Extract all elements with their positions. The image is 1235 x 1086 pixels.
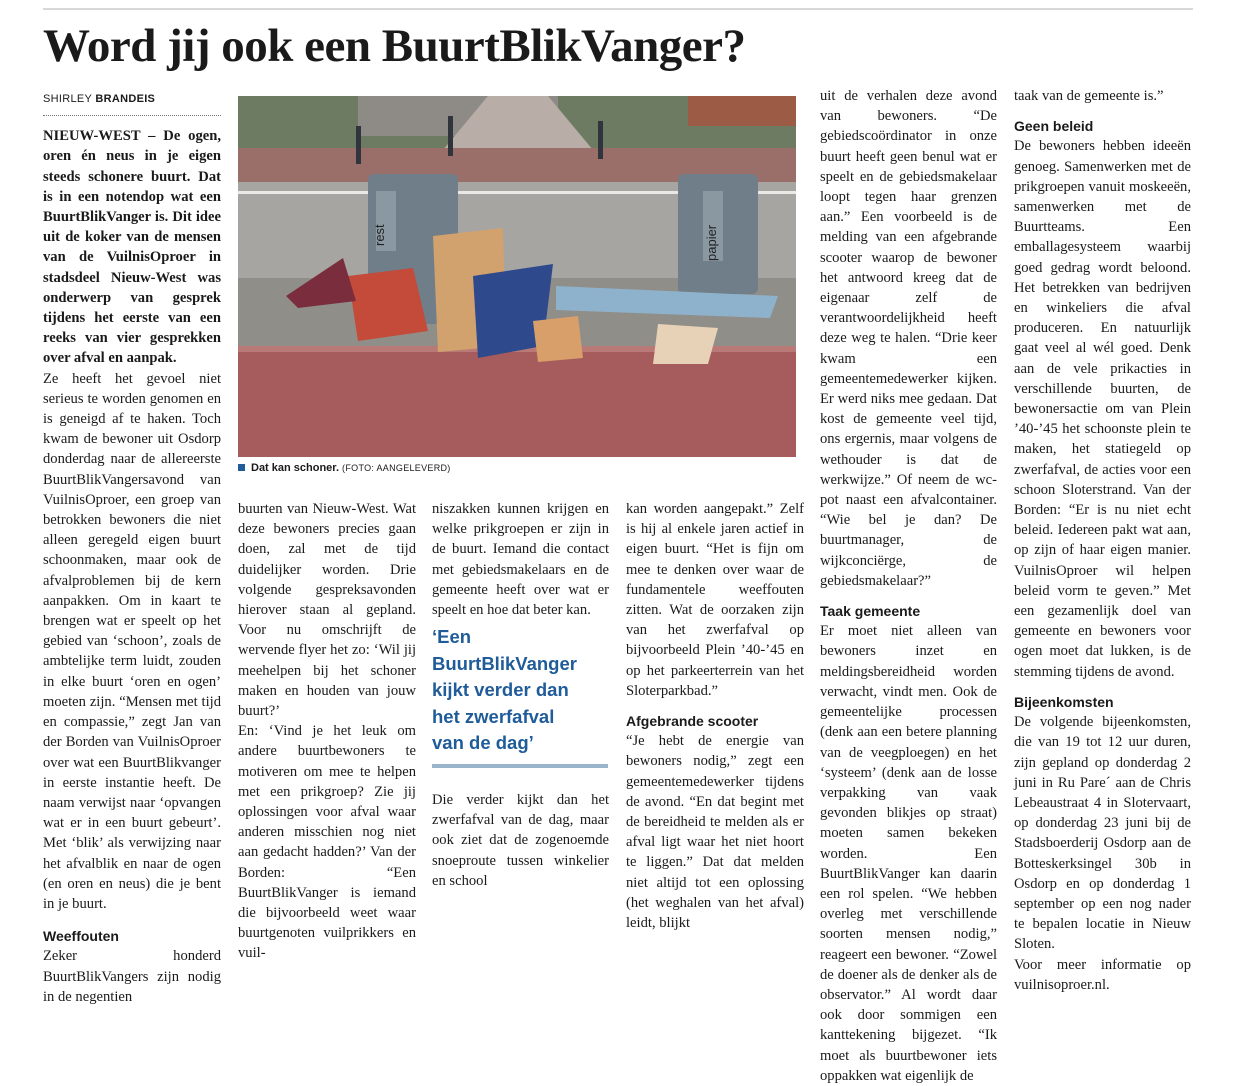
column-4 xyxy=(626,499,804,933)
column-2 xyxy=(238,499,416,964)
subheading-afgebrande-scooter: Afgebrande scooter xyxy=(626,713,759,730)
container-label-rest: rest xyxy=(372,224,387,246)
paragraph: De volgende bijeenkomsten, die van 19 tot 12 uur duren, zijn gepland op donderdag 2 juni in Ru Pare´ aan de Chris Lebeaustraat 4 in Slotervaart, op donderdag 23 juni bij de Stadsboerderij Osdorp aan de Botteskerksingel 30b in Osdorp en op donderdag 1 september op een nog nader te bepalen locatie in Nieuw Sloten. xyxy=(1014,714,1191,953)
headline: Word jij ook een BuurtBlikVanger? xyxy=(43,20,746,72)
photo xyxy=(238,96,796,457)
pullquote-rule xyxy=(432,764,608,768)
paragraph: taak van de gemeente is.” xyxy=(1014,88,1164,104)
pullquote-text: ‘Een BuurtBlikVanger kijkt verder dan het zwerfafval van de dag’ xyxy=(432,626,577,754)
pullquote xyxy=(432,624,608,768)
paragraph: Ze heeft het gevoel niet serieus te worden genomen en is geneigd af te haken. Toch kwam de bewoner uit Osdorp donderdag naar de allereerste BuurtBlikVangersavond van VuilnisOproer, een groep van betrokken bewoners die niet alleen geregeld eigen buurt schoonmaken, maar ook de afvalproblemen bij de kern aanpakken. Om in kaart te brengen wat er speelt op het gebied van ‘schoon’, zoals de ambtelijke term luidt, zouden in elke buurt ‘oren en ogen’ moeten zijn. “Mensen met tijd en compassie,” zegt Jan van der Borden van VuilnisOproer over wat een BuurtBlikvanger in eerste instantie heeft. De naam verwijst naar ‘opvangen wat er in een buurt gebeurt’. Met ‘blik’ als verwijzing naar het afvalblik en naar de ogen (en oren en neus) die je bent in je buurt. xyxy=(43,370,221,912)
paragraph: Zeker honderd BuurtBlikVangers zijn nodig in de negentien xyxy=(43,948,221,1005)
subheading-weeffouten: Weeffouten xyxy=(43,928,119,945)
subheading-taak-gemeente: Taak gemeente xyxy=(820,603,921,620)
photo-caption xyxy=(238,462,451,474)
paragraph: Die verder kijkt dan het zwerfafval van de dag, maar ook ziet dat de zogenoemde snoeproute tussen winkelier en school xyxy=(432,792,609,889)
paragraph: De bewoners hebben ideeën genoeg. Samenwerken met de prikgroepen vanuit moskeeën, samenwerken met de Buurtteams. Een emballagesysteem waarbij goed gedrag wordt beloond. Het betrekken van bedrijven en winkeliers die afval produceren. En natuurlijk gaat veel al wél goed. Denk aan de vele prikacties in verschillende buurten, de bewonersactie om van Plein ’40-’45 het schoonste plein te maken, het statiegeld op zwerfafval, de acties voor een schoon Sloterstrand. Van der Borden: “Er is nu niet echt beleid. Iedereen pakt wat aan, op zijn of haar eigen manier. VuilnisOproer wil helpen beleid vorm te geven.” Met een gezamenlijk doel van gemeente en bewoners voor ogen moet dat lukken, is de stemming tijdens de avond. xyxy=(1014,138,1191,680)
lead-paragraph: NIEUW-WEST – De ogen, oren én neus in je eigen steeds schonere buurt. Dat is in een notendop wat een BuurtBlikVanger is. Dit idee uit de koker van de mensen van de VuilnisOproer in stadsdeel Nieuw-West was onderwerp van gesprek tijdens het eerste van een reeks van vier gesprekken over afval en aanpak. xyxy=(43,128,221,367)
caption-text: Dat kan schoner. xyxy=(251,462,340,474)
byline-first: SHIRLEY xyxy=(43,93,96,105)
column-3 xyxy=(432,499,609,620)
column-6 xyxy=(1014,86,1191,995)
paragraph: buurten van Nieuw-West. Wat deze bewoners precies gaan doen, zal met de tijd duidelijker worden. Drie volgende gespreksavonden hierover staan al gepland. Voor nu omschrijft de wervende flyer het zo: ‘Wil jij meehelpen bij het schoner maken en houden van jouw buurt?’ xyxy=(238,501,416,720)
byline-last: BRANDEIS xyxy=(95,93,156,105)
byline xyxy=(43,89,221,116)
photo-credit: (FOTO: AANGELEVERD) xyxy=(342,463,451,473)
paragraph: Voor meer informatie op vuilnisoproer.nl. xyxy=(1014,956,1191,993)
column-5 xyxy=(820,86,997,1086)
paragraph: kan worden aangepakt.” Zelf is hij al enkele jaren actief in eigen buurt. “Het is fijn om mee te denken over waar de fundamentele weeffouten zitten. Wat de oorzaken zijn van het zwerfafval op bijvoorbeeld Plein ’40-’45 en op het parkeerterrein van het Sloterparkbad.” xyxy=(626,501,804,699)
paragraph: “Je hebt de energie van bewoners nodig,” zegt een gemeentemedewerker tijdens de avond. “En dat begint met de bereidheid te melden als er afval ligt waar het niet hoort te liggen.” Dat dat melden niet altijd tot een oplossing (het weghalen van het afval) leidt, blijkt xyxy=(626,733,804,932)
top-rule xyxy=(43,8,1193,10)
column-1 xyxy=(43,89,221,1007)
paragraph: uit de verhalen deze avond van bewoners. “De gebiedscoördinator in onze buurt heeft geen benul wat er speelt en de gebiedsmakelaar loopt tegen haar grenzen aan.” Een voorbeeld is de melding van een afgebrande scooter waarop de bewoner het antwoord kreeg dat de eigenaar zelf de verantwoordelijkheid heeft deze weg te halen. “Drie keer kwam een gemeentemedewerker kijken. Er werd niks mee gedaan. Dat kost de gemeente veel tijd, ons ergernis, maar volgens de wethouder is dat de werkwijze.” Of neem de wc-pot naast een afvalcontainer. “Wie bel je dan? De buurtmanager, de wijkconciërge, de gebiedsmakelaar?” xyxy=(820,88,997,589)
caption-marker xyxy=(238,464,245,471)
container-label-papier: papier xyxy=(704,224,719,261)
column-3-bottom xyxy=(432,790,609,891)
paragraph: niszakken kunnen krijgen en welke prikgroepen er zijn in de buurt. Iemand die contact met gebiedsmakelaars en de gemeente heeft over wat er speelt en hoe dat beter kan. xyxy=(432,501,609,619)
paragraph: Er moet niet alleen van bewoners inzet en meldingsbereidheid worden verwacht, vindt men. Ook de gemeentelijke processen (denk aan een betere planning van de veegploegen) en het ‘systeem’ (denk aan de losse verpakking van vaak gevonden blikjes op straat) moeten samen bekeken worden. Een BuurtBlikVanger kan daarin een rol spelen. “We hebben overleg met verschillende soorten mensen nodig,” reageert een bewoner. “Zowel de doener als de denker als de observator.” Al wordt daar ook door sommigen een kanttekening bijgezet. “Ik moet als buurtbewoner iets oppakken wat eigenlijk de xyxy=(820,623,997,1084)
subheading-bijeenkomsten: Bijeenkomsten xyxy=(1014,693,1114,710)
subheading-geen-beleid: Geen beleid xyxy=(1014,118,1094,135)
paragraph: En: ‘Vind je het leuk om andere buurtbewoners te motiveren om mee te helpen met een prikgroep? Zie jij oplossingen voor afval waar anderen misschien nog niet aan gedacht hadden?’ Van der Borden: “Een BuurtBlikVanger is iemand die bijvoorbeeld weet waar buurtgenoten vuilprikkers en vuil- xyxy=(238,723,416,962)
